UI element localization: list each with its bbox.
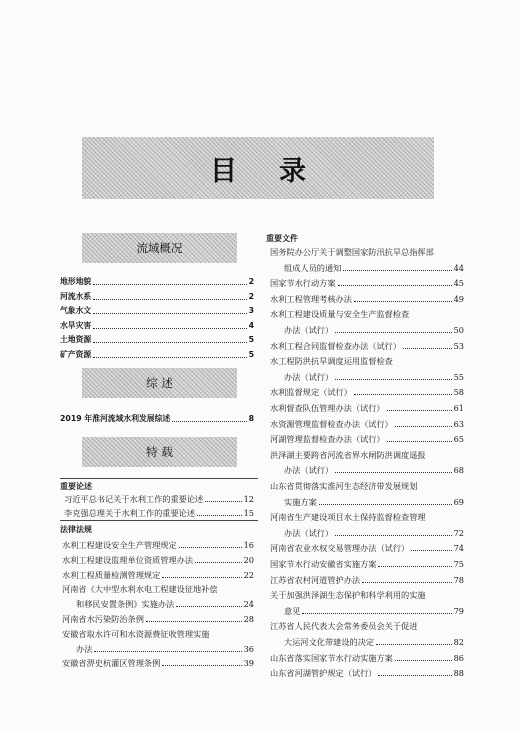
toc-leader-dots — [362, 582, 452, 583]
toc-entry[interactable] — [284, 465, 464, 475]
toc-entry-line: 山东省贯彻落实淮河生态经济带发展规划 — [270, 481, 418, 491]
toc-entry[interactable] — [284, 637, 464, 647]
toc-leader-dots — [378, 675, 451, 676]
toc-leader-dots — [195, 562, 242, 563]
toc-entry-title: 水资源管理监督检查办法（试行） — [270, 418, 393, 429]
toc-entry-line: 洪泽湖主要跨省河流省界水闸防洪调度遥报 — [270, 449, 426, 460]
section-label-basin: 流域概况 — [136, 241, 183, 255]
toc-entry-title: 办法（试行） — [284, 527, 334, 538]
toc-entry[interactable] — [270, 653, 464, 663]
page-title: 目录 — [210, 155, 348, 187]
toc-entry-page: 63 — [453, 418, 464, 429]
toc-entry[interactable] — [270, 434, 464, 444]
toc-entry-page: 5 — [248, 350, 254, 359]
toc-entry-page: 24 — [243, 599, 254, 610]
section-banner-special — [82, 437, 237, 467]
toc-entry[interactable] — [60, 306, 254, 316]
toc-entry-title: 河湖管理监督检查办法（试行） — [270, 434, 385, 445]
toc-leader-dots — [403, 348, 452, 349]
toc-entry[interactable] — [60, 335, 254, 345]
toc-entry-title: 河南省农业水权交易管理办法（试行） — [270, 543, 410, 554]
toc-entry-title: 河南省水污染防治条例 — [62, 614, 144, 624]
toc-entry-page: 49 — [453, 293, 464, 304]
toc-entry-page: 2 — [248, 277, 254, 286]
toc-entry-page: 50 — [453, 325, 464, 335]
toc-leader-dots — [354, 301, 452, 302]
toc-entry-title: 山东省河湖管护规定（试行） — [270, 668, 377, 679]
toc-entry-title: 水利工程管理考核办法 — [270, 293, 352, 304]
toc-entry-title: 水利工程建设监理单位资质管理办法 — [62, 554, 194, 565]
toc-entry-page: 39 — [243, 658, 254, 669]
toc-entry-page: 28 — [243, 614, 254, 624]
toc-entry-title: 气象水文 — [60, 306, 92, 316]
toc-entry-page: 68 — [453, 465, 464, 476]
toc-entry[interactable] — [270, 543, 464, 553]
toc-leader-dots — [94, 651, 241, 652]
toc-entry-page: 79 — [453, 605, 464, 616]
toc-entry-line: 关于加强洪泽湖生态保护和科学利用的实施 — [270, 590, 426, 601]
toc-entry-title: 水旱灾害 — [60, 320, 92, 330]
toc-leader-dots — [93, 357, 246, 358]
toc-entry-title: 水利督查队伍管理办法（试行） — [270, 403, 385, 413]
toc-entry-page: 69 — [453, 496, 464, 507]
toc-entry-page: 82 — [453, 637, 464, 647]
toc-leader-dots — [354, 394, 452, 395]
divider — [60, 520, 258, 521]
toc-entry-line: 河南省生产建设项目水土保持监督检查管理 — [270, 512, 426, 523]
toc-leader-dots — [176, 606, 241, 607]
toc-leader-dots — [335, 379, 451, 380]
toc-leader-dots — [205, 501, 241, 502]
toc-entry-title: 安徽省淠史杭灌区管理条例 — [62, 658, 161, 669]
toc-leader-dots — [395, 660, 452, 661]
toc-entry-page: 22 — [243, 569, 254, 580]
toc-leader-dots — [395, 426, 452, 427]
toc-entry[interactable] — [284, 372, 464, 382]
toc-leader-dots — [335, 472, 451, 473]
toc-entry[interactable] — [284, 528, 464, 538]
divider — [60, 478, 258, 479]
toc-entry-line: 安徽省取水许可和水资源费征收管理实施 — [62, 628, 210, 639]
toc-entry-page: 65 — [453, 434, 464, 445]
toc-entry-page: 15 — [243, 508, 254, 519]
toc-entry-line: 国务院办公厅关于调整国家防汛抗旱总指挥部 — [270, 247, 434, 257]
toc-entry[interactable] — [76, 599, 254, 609]
toc-entry[interactable] — [62, 540, 254, 550]
toc-leader-dots — [411, 550, 451, 551]
toc-entry-title: 水利监督规定（试行） — [270, 387, 352, 398]
toc-entry-title: 山东省落实国家节水行动实施方案 — [270, 652, 393, 663]
toc-entry-page: 44 — [453, 262, 464, 273]
toc-entry[interactable] — [62, 570, 254, 580]
title-banner — [82, 137, 434, 199]
toc-entry[interactable] — [284, 325, 464, 335]
toc-entry-line: 江苏省人民代表大会常务委员会关于促进 — [270, 621, 418, 632]
toc-entry-page: 8 — [248, 414, 254, 423]
toc-entry-page: 45 — [453, 278, 464, 289]
toc-leader-dots — [338, 285, 452, 286]
toc-leader-dots — [378, 566, 451, 567]
toc-entry-title: 李克强总理关于水利工作的重要论述 — [64, 508, 196, 519]
toc-entry-title: 2019 年淮河流域水利发展综述 — [60, 414, 171, 423]
toc-entry[interactable] — [284, 263, 464, 273]
toc-entry-title: 水利工程质量检测管理规定 — [62, 569, 161, 580]
toc-leader-dots — [335, 535, 451, 536]
toc-leader-dots — [335, 332, 451, 333]
toc-leader-dots — [146, 621, 242, 622]
toc-entry-page: 58 — [453, 387, 464, 398]
toc-entry[interactable] — [270, 278, 464, 288]
toc-leader-dots — [162, 665, 241, 666]
toc-entry-title: 水利工程建设安全生产管理规定 — [62, 540, 177, 550]
toc-entry-line: 河南省《大中型水利水电工程建设征地补偿 — [62, 584, 218, 595]
toc-entry-title: 地形地貌 — [60, 277, 92, 286]
toc-entry[interactable] — [62, 658, 254, 668]
toc-entry-page: 2 — [248, 291, 254, 301]
toc-entry-line: 水利工程建设质量与安全生产监督检查 — [270, 309, 410, 320]
toc-entry[interactable] — [60, 321, 254, 331]
toc-entry[interactable] — [270, 575, 464, 585]
toc-leader-dots — [343, 270, 451, 271]
toc-leader-dots — [179, 547, 242, 548]
toc-entry[interactable] — [64, 508, 254, 518]
toc-entry-page: 72 — [453, 527, 464, 538]
toc-entry-page: 12 — [243, 494, 254, 504]
section-banner-overview — [82, 368, 237, 398]
toc-entry[interactable] — [270, 341, 464, 351]
toc-entry-title: 组成人员的通知 — [284, 262, 342, 273]
toc-leader-dots — [93, 328, 246, 329]
toc-entry[interactable] — [60, 292, 254, 302]
toc-entry-page: 86 — [453, 652, 464, 663]
toc-entry-page: 74 — [453, 543, 464, 554]
toc-leader-dots — [319, 504, 452, 505]
toc-entry[interactable] — [270, 403, 464, 413]
toc-entry-title: 习近平总书记关于水利工作的重要论述 — [64, 494, 204, 504]
section-label-special: 特 载 — [146, 445, 173, 459]
toc-entry-page: 88 — [453, 668, 464, 679]
toc-entry[interactable] — [270, 294, 464, 304]
toc-entry-title: 水利工程合同监督检查办法（试行） — [270, 340, 402, 351]
toc-leader-dots — [197, 515, 242, 516]
toc-entry-title: 办法（试行） — [284, 465, 334, 476]
toc-leader-dots — [376, 644, 452, 645]
toc-entry-page: 61 — [453, 403, 464, 413]
heading-laws: 法律法规 — [60, 525, 92, 534]
toc-entry-line: 水工程防洪抗旱调度运用监督检查 — [270, 356, 393, 367]
toc-entry-title: 土地资源 — [60, 335, 92, 345]
toc-entry-title: 矿产资源 — [60, 350, 92, 359]
toc-entry-title: 办法（试行） — [284, 371, 334, 382]
toc-entry-page: 55 — [453, 371, 464, 382]
toc-entry-page: 16 — [243, 540, 254, 550]
toc-entry[interactable] — [60, 350, 254, 360]
toc-leader-dots — [93, 284, 246, 285]
toc-entry[interactable] — [284, 606, 464, 616]
toc-entry[interactable] — [284, 497, 464, 507]
toc-entry-overview[interactable] — [60, 414, 254, 424]
toc-entry-page: 3 — [248, 306, 254, 316]
toc-leader-dots — [387, 410, 452, 411]
heading-important-docs: 重要文件 — [266, 234, 298, 243]
toc-entry[interactable] — [62, 614, 254, 624]
toc-entry[interactable] — [76, 644, 254, 654]
toc-entry-page: 36 — [243, 643, 254, 654]
toc-entry-title: 国家节水行动安徽省实施方案 — [270, 559, 377, 569]
toc-entry-title: 河流水系 — [60, 291, 92, 301]
toc-entry-title: 办法（试行） — [284, 325, 334, 335]
toc-entry-page: 75 — [453, 559, 464, 569]
toc-entry-title: 江苏省农村河道管护办法 — [270, 574, 361, 585]
toc-leader-dots — [302, 613, 451, 614]
toc-entry-title: 意见 — [284, 605, 301, 616]
toc-entry[interactable] — [270, 419, 464, 429]
toc-entry-page: 5 — [248, 335, 254, 345]
toc-entry-title: 大运河文化带建设的决定 — [284, 637, 375, 647]
toc-entry[interactable] — [270, 559, 464, 569]
toc-entry[interactable] — [270, 387, 464, 397]
toc-leader-dots — [162, 577, 241, 578]
toc-leader-dots — [93, 299, 246, 300]
toc-entry-page: 78 — [453, 574, 464, 585]
section-label-overview: 综 述 — [146, 376, 173, 390]
toc-entry-page: 20 — [243, 554, 254, 565]
toc-entry-page: 53 — [453, 340, 464, 351]
toc-entry-title: 实施方案 — [284, 496, 317, 507]
section-banner-basin — [82, 233, 237, 263]
toc-entry[interactable] — [270, 668, 464, 678]
toc-leader-dots — [93, 313, 246, 314]
toc-entry-title: 办法 — [76, 643, 93, 654]
toc-entry[interactable] — [60, 277, 254, 287]
toc-entry-page: 4 — [248, 320, 254, 330]
toc-entry[interactable] — [62, 555, 254, 565]
toc-entry-title: 国家节水行动方案 — [270, 278, 336, 289]
toc-leader-dots — [93, 342, 246, 343]
toc-leader-dots — [172, 421, 246, 422]
heading-important-speeches: 重要论述 — [60, 482, 92, 491]
toc-entry-title: 和移民安置条例》实施办法 — [76, 599, 175, 610]
toc-leader-dots — [387, 441, 452, 442]
toc-entry[interactable] — [64, 494, 254, 504]
